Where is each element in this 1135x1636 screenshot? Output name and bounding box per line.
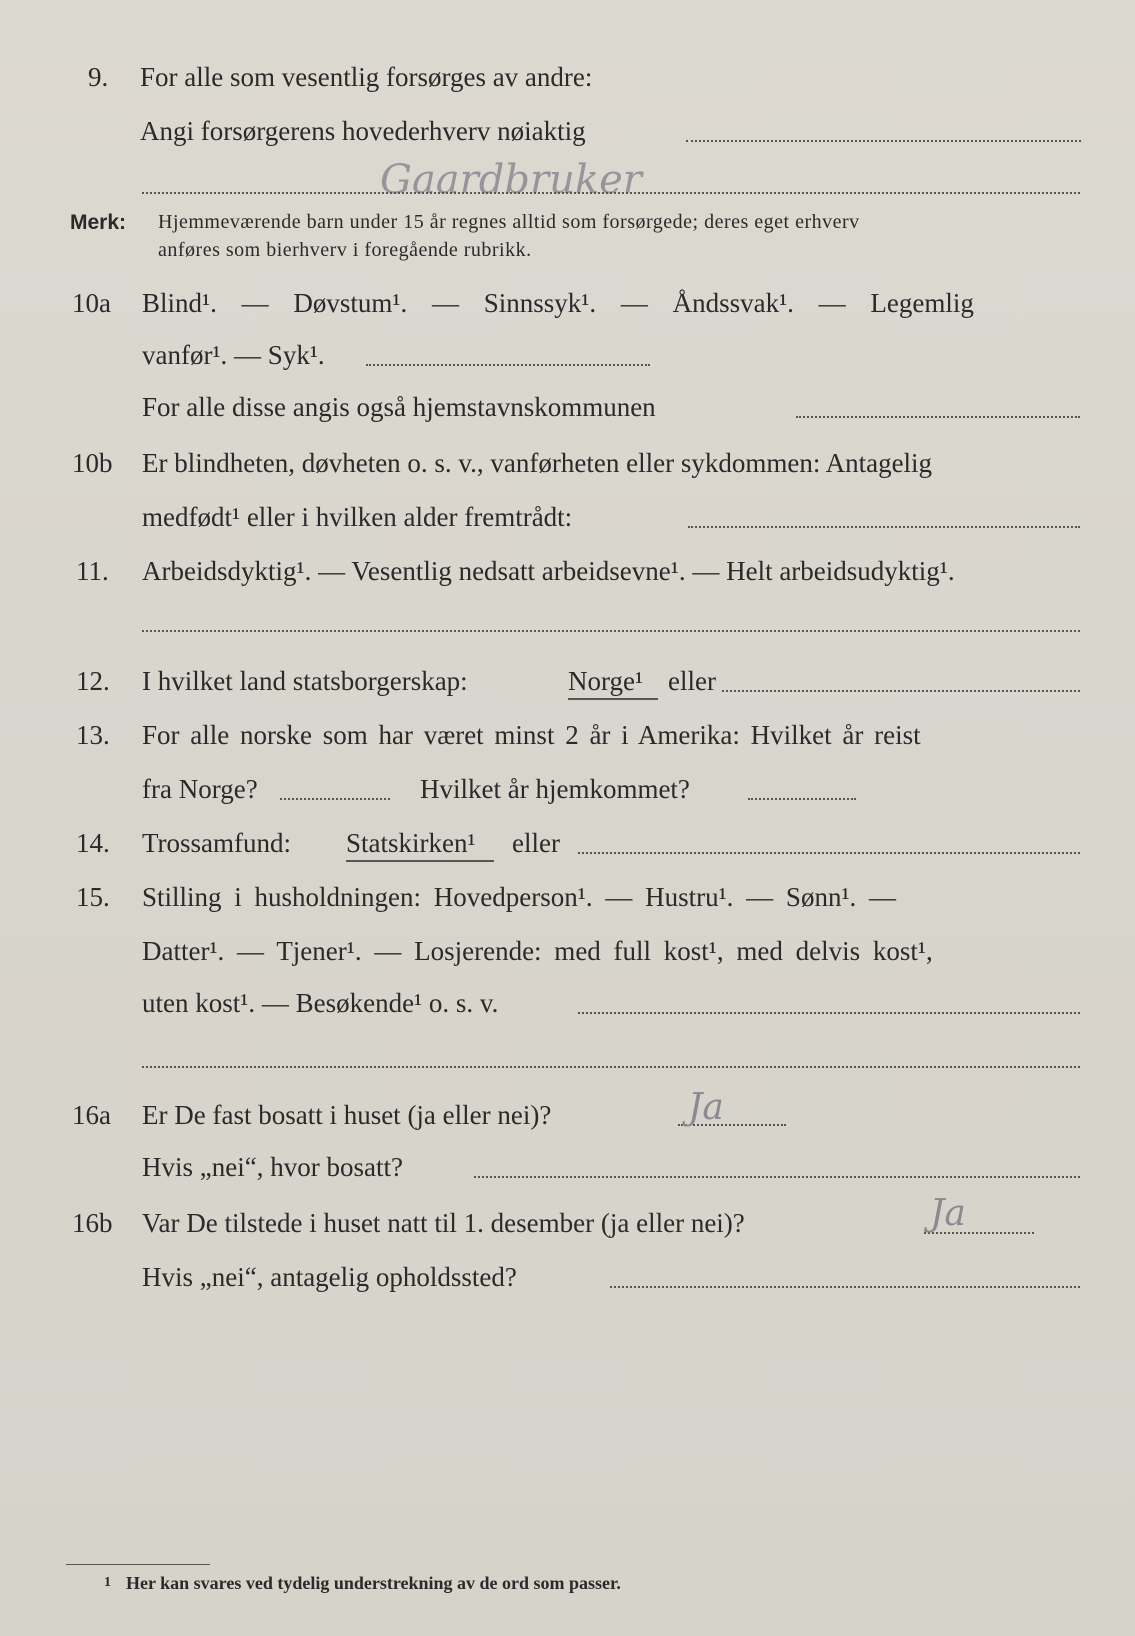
q16b-line1: Var De tilstede i huset natt til 1. desember (ja eller nei)? — [142, 1208, 745, 1238]
q12-norge-underline — [568, 698, 658, 700]
q12-norge-option[interactable]: Norge¹ — [568, 666, 644, 696]
q10a-line1: Blind¹. — Døvstum¹. — Sinnssyk¹. — Åndssvak¹. — Legemlig — [142, 288, 974, 318]
q10a-line2: vanfør¹. — Syk¹. — [142, 340, 325, 370]
q10a-home-municipality-line[interactable] — [796, 416, 1080, 418]
q9-number: 9. — [88, 62, 109, 92]
q11-answer-line[interactable] — [142, 630, 1080, 632]
q15-line2: Datter¹. — Tjener¹. — Losjerende: med full kost¹, med delvis kost¹, — [142, 936, 933, 966]
q14-statskirken-option[interactable]: Statskirken¹ — [346, 828, 476, 858]
q13-line2b: Hvilket år hjemkommet? — [420, 774, 690, 804]
q16a-handwritten-answer: Ja — [688, 1087, 724, 1128]
q12-text-a: I hvilket land statsborgerskap: — [142, 666, 468, 696]
q14-text-a: Trossamfund: — [142, 828, 292, 858]
q16b-number: 16b — [72, 1208, 113, 1238]
q13-return-year-line[interactable] — [748, 798, 856, 800]
q11-number: 11. — [76, 556, 109, 586]
q10b-number: 10b — [72, 448, 113, 478]
q10b-line1: Er blindheten, døvheten o. s. v., vanførheten eller sykdommen: Antagelig — [142, 448, 933, 478]
q13-line2a: fra Norge? — [142, 774, 258, 804]
q15-answer-line-2[interactable] — [142, 1066, 1080, 1068]
footnote-divider — [66, 1564, 210, 1565]
q9-answer-line-2[interactable] — [142, 192, 1080, 194]
q14-statskirken-underline — [346, 860, 494, 862]
q10b-line2: medfødt¹ eller i hvilken alder fremtrådt: — [142, 502, 573, 532]
footnote-text: Her kan svares ved tydelig understrekning av de ord som passer. — [126, 1573, 621, 1593]
q9-answer-line[interactable] — [686, 140, 1081, 142]
q10b-answer-line[interactable] — [688, 526, 1080, 528]
q16a-number: 16a — [72, 1100, 111, 1130]
q16a-line1: Er De fast bosatt i huset (ja eller nei)? — [142, 1100, 552, 1130]
q13-line1: For alle norske som har været minst 2 år i Amerika: Hvilket år reist — [142, 720, 921, 750]
q16b-line2: Hvis „nei“, antagelig opholdssted? — [142, 1262, 517, 1292]
q14-answer-line[interactable] — [578, 852, 1080, 854]
q9-line2: Angi forsørgerens hovederhverv nøiaktig — [140, 116, 586, 146]
q12-answer-line[interactable] — [722, 690, 1080, 692]
q14-text-c: eller — [512, 828, 560, 858]
q15-line3: uten kost¹. — Besøkende¹ o. s. v. — [142, 988, 499, 1018]
q9-line1: For alle som vesentlig forsørges av andre: — [140, 62, 593, 92]
q9-handwritten-answer: Gaardbruker — [380, 157, 642, 203]
q15-answer-line[interactable] — [578, 1012, 1080, 1014]
q15-number: 15. — [76, 882, 110, 912]
q16b-whereabouts-line[interactable] — [610, 1286, 1080, 1288]
footnote-mark: 1 — [104, 1575, 111, 1590]
q16a-line2: Hvis „nei“, hvor bosatt? — [142, 1152, 403, 1182]
q14-number: 14. — [76, 828, 110, 858]
merk-line1: Hjemmeværende barn under 15 år regnes alltid som forsørgede; deres eget erhverv — [158, 211, 860, 233]
q16a-residence-line[interactable] — [474, 1176, 1080, 1178]
q12-text-c: eller — [668, 666, 716, 696]
q11-line1: Arbeidsdyktig¹. — Vesentlig nedsatt arbeidsevne¹. — Helt arbeidsudyktig¹. — [142, 556, 955, 586]
q10a-number: 10a — [72, 288, 111, 318]
q15-line1: Stilling i husholdningen: Hovedperson¹. — Hustru¹. — Sønn¹. — — [142, 882, 897, 912]
q13-departure-year-line[interactable] — [280, 798, 390, 800]
q10a-answer-line[interactable] — [366, 364, 650, 366]
merk-line2: anføres som bierhverv i foregående rubrikk. — [158, 239, 532, 261]
q12-number: 12. — [76, 666, 110, 696]
q13-number: 13. — [76, 720, 110, 750]
merk-label: Merk: — [70, 211, 127, 234]
q10a-line3: For alle disse angis også hjemstavnskommunen — [142, 392, 656, 422]
q16b-handwritten-answer: Ja — [930, 1193, 966, 1234]
